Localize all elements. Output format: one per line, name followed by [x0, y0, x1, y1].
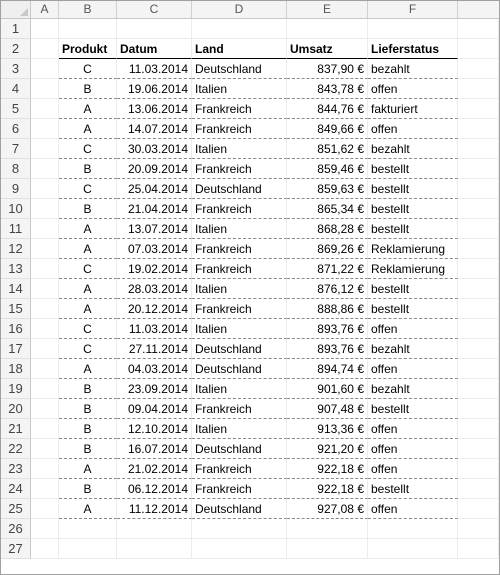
cell[interactable] — [31, 539, 59, 559]
sheet-row-27 — [1, 539, 499, 559]
row-header[interactable]: 26 — [1, 519, 31, 539]
cell[interactable] — [458, 319, 499, 339]
table-row — [1, 99, 499, 119]
row-header[interactable]: 3 — [1, 59, 31, 79]
cell-datum[interactable]: 13.07.2014 — [117, 219, 192, 239]
cell-lieferstatus[interactable]: offen — [368, 419, 458, 439]
cell-lieferstatus[interactable]: offen — [368, 359, 458, 379]
cell-umsatz[interactable]: 922,18 € — [287, 479, 368, 499]
cell[interactable] — [458, 339, 499, 359]
row-header[interactable]: 19 — [1, 379, 31, 399]
cell-produkt[interactable]: A — [59, 359, 117, 379]
cell-land[interactable]: Italien — [192, 279, 287, 299]
cell-land[interactable]: Deutschland — [192, 359, 287, 379]
cell-land[interactable]: Frankreich — [192, 259, 287, 279]
cell-land[interactable]: Frankreich — [192, 159, 287, 179]
cell[interactable] — [31, 499, 59, 519]
cell-produkt[interactable]: A — [59, 219, 117, 239]
cell-land[interactable]: Deutschland — [192, 179, 287, 199]
table-header-row — [1, 39, 499, 59]
row-header[interactable]: 5 — [1, 99, 31, 119]
cell-produkt[interactable]: C — [59, 179, 117, 199]
row-header[interactable]: 27 — [1, 539, 31, 559]
cell-lieferstatus[interactable]: bestellt — [368, 199, 458, 219]
row-header[interactable]: 23 — [1, 459, 31, 479]
cell-land[interactable]: Italien — [192, 139, 287, 159]
cell-umsatz[interactable]: 901,60 € — [287, 379, 368, 399]
cell[interactable] — [458, 379, 499, 399]
cell[interactable] — [458, 419, 499, 439]
cell[interactable] — [458, 519, 499, 539]
column-header-b[interactable]: B — [59, 1, 117, 18]
cell-datum[interactable]: 09.04.2014 — [117, 399, 192, 419]
cell-lieferstatus[interactable]: bestellt — [368, 159, 458, 179]
select-all-triangle-icon — [20, 8, 28, 16]
cell-produkt[interactable]: A — [59, 119, 117, 139]
cell-datum[interactable]: 16.07.2014 — [117, 439, 192, 459]
cell[interactable] — [31, 279, 59, 299]
row-header[interactable]: 24 — [1, 479, 31, 499]
column-header-d[interactable]: D — [192, 1, 287, 18]
table-row — [1, 459, 499, 479]
cell[interactable] — [117, 539, 192, 559]
column-header-c[interactable]: C — [117, 1, 192, 18]
cell[interactable] — [31, 359, 59, 379]
cell-umsatz[interactable]: 849,66 € — [287, 119, 368, 139]
row-header[interactable]: 25 — [1, 499, 31, 519]
cell-datum[interactable]: 13.06.2014 — [117, 99, 192, 119]
row-header[interactable]: 22 — [1, 439, 31, 459]
cell-land[interactable]: Deutschland — [192, 339, 287, 359]
cell[interactable] — [458, 99, 499, 119]
cell[interactable] — [458, 139, 499, 159]
cell[interactable] — [31, 159, 59, 179]
cell-land[interactable]: Deutschland — [192, 499, 287, 519]
row-header[interactable]: 2 — [1, 39, 31, 59]
cell-produkt[interactable]: C — [59, 259, 117, 279]
row-header[interactable]: 15 — [1, 299, 31, 319]
cell[interactable] — [59, 19, 117, 39]
column-header-a[interactable]: A — [31, 1, 59, 18]
cell-produkt[interactable]: A — [59, 459, 117, 479]
cell[interactable] — [31, 479, 59, 499]
cell-lieferstatus[interactable]: offen — [368, 439, 458, 459]
cell-datum[interactable]: 21.04.2014 — [117, 199, 192, 219]
cell[interactable] — [31, 179, 59, 199]
table-row — [1, 159, 499, 179]
select-all-corner[interactable] — [1, 1, 31, 18]
cell-datum[interactable]: 04.03.2014 — [117, 359, 192, 379]
row-header[interactable]: 1 — [1, 19, 31, 39]
cell-land[interactable]: Frankreich — [192, 459, 287, 479]
cell-produkt[interactable]: B — [59, 419, 117, 439]
column-header-f[interactable]: F — [368, 1, 458, 18]
cell[interactable] — [368, 519, 458, 539]
cell[interactable] — [458, 299, 499, 319]
cell[interactable] — [458, 179, 499, 199]
cell-umsatz[interactable]: 869,26 € — [287, 239, 368, 259]
cell-lieferstatus[interactable]: bestellt — [368, 279, 458, 299]
cell-land[interactable]: Deutschland — [192, 59, 287, 79]
cell-datum[interactable]: 19.06.2014 — [117, 79, 192, 99]
cell[interactable] — [117, 19, 192, 39]
cell[interactable] — [31, 259, 59, 279]
cell-umsatz[interactable]: 893,76 € — [287, 339, 368, 359]
cell-land[interactable]: Frankreich — [192, 299, 287, 319]
row-header[interactable]: 16 — [1, 319, 31, 339]
cell-produkt[interactable]: C — [59, 339, 117, 359]
cell-produkt[interactable]: B — [59, 79, 117, 99]
cell[interactable] — [31, 319, 59, 339]
cell[interactable] — [31, 299, 59, 319]
header-cell-umsatz[interactable]: Umsatz — [287, 39, 368, 59]
cell-lieferstatus[interactable]: bestellt — [368, 179, 458, 199]
cell-datum[interactable]: 19.02.2014 — [117, 259, 192, 279]
row-header[interactable]: 13 — [1, 259, 31, 279]
cell-umsatz[interactable]: 851,62 € — [287, 139, 368, 159]
cell-produkt[interactable]: C — [59, 319, 117, 339]
table-row — [1, 439, 499, 459]
cell[interactable] — [458, 199, 499, 219]
cell[interactable] — [31, 139, 59, 159]
cell-lieferstatus[interactable]: offen — [368, 319, 458, 339]
row-header[interactable]: 7 — [1, 139, 31, 159]
row-header[interactable]: 10 — [1, 199, 31, 219]
cell-datum[interactable]: 27.11.2014 — [117, 339, 192, 359]
cell[interactable] — [31, 39, 59, 59]
cell[interactable] — [458, 239, 499, 259]
cell-lieferstatus[interactable]: fakturiert — [368, 99, 458, 119]
cell-umsatz[interactable]: 865,34 € — [287, 199, 368, 219]
cell-datum[interactable]: 07.03.2014 — [117, 239, 192, 259]
cell[interactable] — [458, 119, 499, 139]
cell[interactable] — [31, 419, 59, 439]
table-row — [1, 139, 499, 159]
table-row — [1, 499, 499, 519]
cell-umsatz[interactable]: 876,12 € — [287, 279, 368, 299]
cell-produkt[interactable]: A — [59, 279, 117, 299]
row-header[interactable]: 17 — [1, 339, 31, 359]
cell-umsatz[interactable]: 922,18 € — [287, 459, 368, 479]
cell-umsatz[interactable]: 893,76 € — [287, 319, 368, 339]
cell-lieferstatus[interactable]: bestellt — [368, 219, 458, 239]
cell-umsatz[interactable]: 888,86 € — [287, 299, 368, 319]
header-cell-lieferstatus[interactable]: Lieferstatus — [368, 39, 458, 59]
cell-lieferstatus[interactable]: bestellt — [368, 399, 458, 419]
cell[interactable] — [458, 279, 499, 299]
header-cell-datum[interactable]: Datum — [117, 39, 192, 59]
column-header-e[interactable]: E — [287, 1, 368, 18]
cell-land[interactable]: Italien — [192, 79, 287, 99]
table-row — [1, 219, 499, 239]
cell-lieferstatus[interactable]: offen — [368, 499, 458, 519]
table-row — [1, 359, 499, 379]
cell-umsatz[interactable]: 927,08 € — [287, 499, 368, 519]
cell[interactable] — [31, 199, 59, 219]
cell[interactable] — [458, 499, 499, 519]
cell-datum[interactable]: 20.12.2014 — [117, 299, 192, 319]
table-row — [1, 119, 499, 139]
row-header[interactable]: 11 — [1, 219, 31, 239]
row-header[interactable]: 14 — [1, 279, 31, 299]
table-row — [1, 199, 499, 219]
cell[interactable] — [31, 339, 59, 359]
cell-land[interactable]: Frankreich — [192, 239, 287, 259]
row-header[interactable]: 21 — [1, 419, 31, 439]
cell[interactable] — [31, 59, 59, 79]
cell-umsatz[interactable]: 894,74 € — [287, 359, 368, 379]
table-row — [1, 379, 499, 399]
cell-umsatz[interactable]: 907,48 € — [287, 399, 368, 419]
cell-produkt[interactable]: B — [59, 399, 117, 419]
table-row — [1, 279, 499, 299]
table-row — [1, 59, 499, 79]
row-header[interactable]: 20 — [1, 399, 31, 419]
cell-produkt[interactable]: B — [59, 199, 117, 219]
cell[interactable] — [192, 539, 287, 559]
table-row — [1, 399, 499, 419]
cell-lieferstatus[interactable]: offen — [368, 119, 458, 139]
cell[interactable] — [368, 19, 458, 39]
row-header[interactable]: 9 — [1, 179, 31, 199]
cell-land[interactable]: Frankreich — [192, 99, 287, 119]
cell[interactable] — [59, 519, 117, 539]
cell[interactable] — [458, 219, 499, 239]
cell-land[interactable]: Frankreich — [192, 399, 287, 419]
cell-umsatz[interactable]: 837,90 € — [287, 59, 368, 79]
cell-lieferstatus[interactable]: bezahlt — [368, 139, 458, 159]
cell-produkt[interactable]: A — [59, 239, 117, 259]
cell[interactable] — [31, 99, 59, 119]
cell-land[interactable]: Deutschland — [192, 439, 287, 459]
table-row — [1, 79, 499, 99]
cell-datum[interactable]: 14.07.2014 — [117, 119, 192, 139]
cell[interactable] — [192, 19, 287, 39]
cell-umsatz[interactable]: 859,46 € — [287, 159, 368, 179]
cell-umsatz[interactable]: 844,76 € — [287, 99, 368, 119]
row-header[interactable]: 18 — [1, 359, 31, 379]
cell[interactable] — [117, 519, 192, 539]
cell-produkt[interactable]: B — [59, 159, 117, 179]
cell[interactable] — [31, 379, 59, 399]
cell-datum[interactable]: 30.03.2014 — [117, 139, 192, 159]
cell-umsatz[interactable]: 871,22 € — [287, 259, 368, 279]
cell[interactable] — [458, 359, 499, 379]
cell-produkt[interactable]: A — [59, 299, 117, 319]
cell-lieferstatus[interactable]: bezahlt — [368, 59, 458, 79]
cell-lieferstatus[interactable]: Reklamierung — [368, 239, 458, 259]
table-row — [1, 339, 499, 359]
cell-produkt[interactable]: A — [59, 499, 117, 519]
cell-datum[interactable]: 23.09.2014 — [117, 379, 192, 399]
table-row — [1, 239, 499, 259]
cell[interactable] — [31, 79, 59, 99]
cell-datum[interactable]: 11.03.2014 — [117, 319, 192, 339]
table-row — [1, 259, 499, 279]
cell-datum[interactable]: 06.12.2014 — [117, 479, 192, 499]
cell[interactable] — [287, 539, 368, 559]
cell-land[interactable]: Italien — [192, 319, 287, 339]
cell-land[interactable]: Frankreich — [192, 199, 287, 219]
cell[interactable] — [31, 219, 59, 239]
cell-land[interactable]: Frankreich — [192, 119, 287, 139]
cell-land[interactable]: Italien — [192, 379, 287, 399]
cell[interactable] — [458, 39, 499, 59]
cell-lieferstatus[interactable]: bestellt — [368, 299, 458, 319]
cell-umsatz[interactable]: 868,28 € — [287, 219, 368, 239]
row-header[interactable]: 4 — [1, 79, 31, 99]
sheet-row-26 — [1, 519, 499, 539]
cell-datum[interactable]: 11.03.2014 — [117, 59, 192, 79]
cell-lieferstatus[interactable]: bestellt — [368, 479, 458, 499]
cell[interactable] — [458, 59, 499, 79]
cell-produkt[interactable]: A — [59, 99, 117, 119]
header-cell-land[interactable]: Land — [192, 39, 287, 59]
cell[interactable] — [458, 259, 499, 279]
table-row — [1, 179, 499, 199]
column-header-bar — [1, 1, 499, 19]
cell[interactable] — [192, 519, 287, 539]
cell-produkt[interactable]: C — [59, 59, 117, 79]
cell[interactable] — [458, 159, 499, 179]
cell[interactable] — [458, 439, 499, 459]
row-header[interactable]: 8 — [1, 159, 31, 179]
table-row — [1, 299, 499, 319]
cell-umsatz[interactable]: 921,20 € — [287, 439, 368, 459]
cell[interactable] — [458, 539, 499, 559]
cell-umsatz[interactable]: 859,63 € — [287, 179, 368, 199]
cell-lieferstatus[interactable]: offen — [368, 79, 458, 99]
cell[interactable] — [31, 439, 59, 459]
cell[interactable] — [368, 539, 458, 559]
cell-produkt[interactable]: B — [59, 439, 117, 459]
cell-datum[interactable]: 21.02.2014 — [117, 459, 192, 479]
cell-lieferstatus[interactable]: bezahlt — [368, 339, 458, 359]
cell-datum[interactable]: 12.10.2014 — [117, 419, 192, 439]
cell[interactable] — [31, 119, 59, 139]
cell[interactable] — [287, 519, 368, 539]
cell[interactable] — [458, 459, 499, 479]
table-row — [1, 419, 499, 439]
header-cell-produkt[interactable]: Produkt — [59, 39, 117, 59]
cell-datum[interactable]: 28.03.2014 — [117, 279, 192, 299]
cell[interactable] — [59, 539, 117, 559]
cell[interactable] — [31, 459, 59, 479]
cell-datum[interactable]: 20.09.2014 — [117, 159, 192, 179]
cell[interactable] — [458, 19, 499, 39]
cell[interactable] — [31, 399, 59, 419]
row-header[interactable]: 6 — [1, 119, 31, 139]
cell[interactable] — [458, 399, 499, 419]
cell[interactable] — [287, 19, 368, 39]
row-header[interactable]: 12 — [1, 239, 31, 259]
cell-land[interactable]: Italien — [192, 419, 287, 439]
cell[interactable] — [31, 239, 59, 259]
cell-umsatz[interactable]: 913,36 € — [287, 419, 368, 439]
cell-datum[interactable]: 25.04.2014 — [117, 179, 192, 199]
cell-umsatz[interactable]: 843,78 € — [287, 79, 368, 99]
cell[interactable] — [458, 79, 499, 99]
table-row — [1, 319, 499, 339]
cell-datum[interactable]: 11.12.2014 — [117, 499, 192, 519]
cell[interactable] — [31, 519, 59, 539]
cell-land[interactable]: Frankreich — [192, 479, 287, 499]
cell[interactable] — [31, 19, 59, 39]
cell-land[interactable]: Italien — [192, 219, 287, 239]
sheet-row-1 — [1, 19, 499, 39]
cell[interactable] — [458, 479, 499, 499]
table-row — [1, 479, 499, 499]
cell-lieferstatus[interactable]: Reklamierung — [368, 259, 458, 279]
cell-produkt[interactable]: B — [59, 479, 117, 499]
cell-lieferstatus[interactable]: offen — [368, 459, 458, 479]
cell-produkt[interactable]: B — [59, 379, 117, 399]
cell-lieferstatus[interactable]: bezahlt — [368, 379, 458, 399]
cell-produkt[interactable]: C — [59, 139, 117, 159]
